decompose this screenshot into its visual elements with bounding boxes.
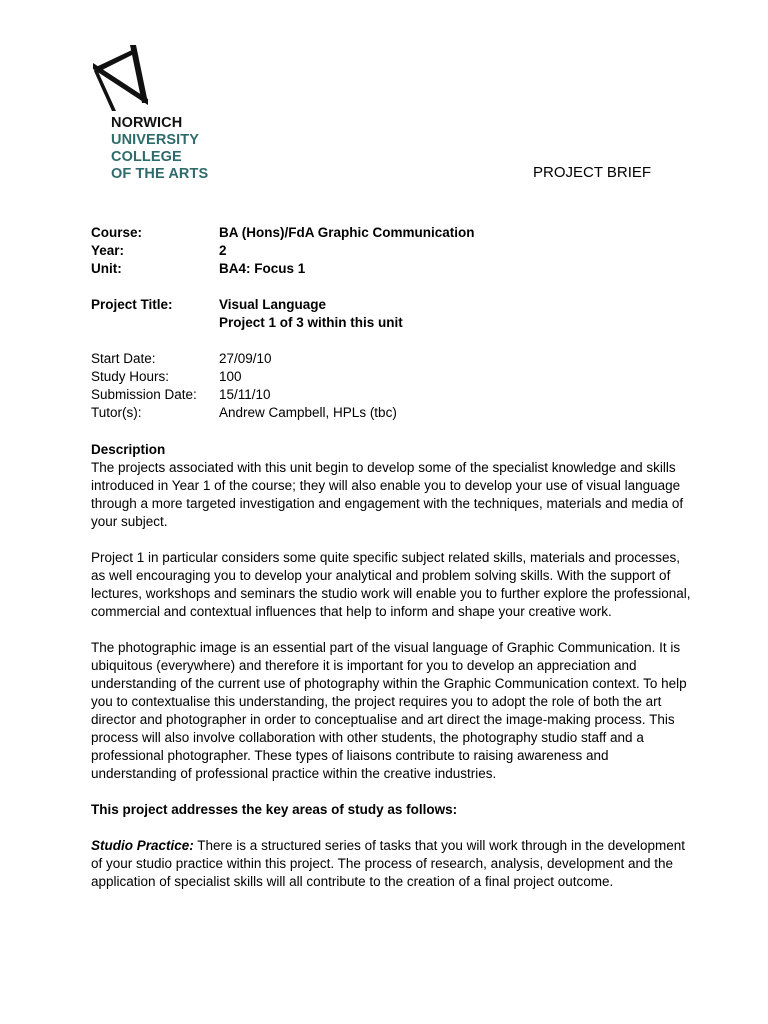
unit-label: Unit:	[91, 261, 122, 276]
year-row	[91, 242, 475, 260]
submission-date-value: 15/11/10	[219, 387, 271, 402]
logo-line-2: UNIVERSITY	[111, 132, 200, 148]
unit-value: BA4: Focus 1	[219, 261, 306, 276]
project-title-row	[91, 296, 403, 314]
submission-date-label: Submission Date:	[91, 387, 197, 402]
key-areas-heading: This project addresses the key areas of study as follows:	[91, 802, 458, 817]
description-paragraph-3: The photographic image is an essential part of the visual language of Graphic Communication. It is ubiquitous (everywhere) and therefore it is important for you to develop an appreciation and understanding of the current use of photography within the Graphic Communication context. To help you to contextualise this understanding, the project requires you to adopt the role of both the art director and photographer in order to conceptualise and art direct the image-making process. This process will also involve collaboration with other students, the photography studio staff and a professional photographer. These types of liaisons contribute to raising awareness and understanding of professional practice within the creative industries.	[91, 640, 687, 781]
course-info	[91, 224, 475, 278]
tutors-row	[91, 404, 397, 422]
brief-body	[91, 441, 691, 891]
logo-line-1: NORWICH	[111, 115, 183, 131]
schedule-info	[91, 350, 397, 422]
unit-row	[91, 260, 475, 278]
studio-practice-lead: Studio Practice:	[91, 838, 194, 853]
college-logo-text	[111, 115, 208, 183]
description-paragraph-2: Project 1 in particular considers some quite specific subject related skills, materials and processes, as well encouraging you to develop your analytical and problem solving skills. With the support of lectures, workshops and seminars the studio work will enable you to further explore the professional, commercial and contextual influences that help to inform and shape your creative work.	[91, 550, 691, 619]
project-info	[91, 296, 403, 332]
tutors-label: Tutor(s):	[91, 405, 142, 420]
project-title-label: Project Title:	[91, 297, 173, 312]
study-hours-row	[91, 368, 397, 386]
studio-practice-paragraph	[91, 837, 691, 891]
start-date-value: 27/09/10	[219, 351, 272, 366]
study-hours-value: 100	[219, 369, 242, 384]
n-letter-icon	[90, 45, 152, 111]
logo-line-3: COLLEGE	[111, 149, 182, 165]
description-paragraph-1: The projects associated with this unit begin to develop some of the specialist knowledge and skills introduced in Year 1 of the course; they will also enable you to develop your use of visual language through a more targeted investigation and engagement with the techniques, materials and media of your subject.	[91, 460, 684, 529]
tutors-value: Andrew Campbell, HPLs (tbc)	[219, 405, 397, 420]
description-heading: Description	[91, 442, 166, 457]
course-row	[91, 224, 475, 242]
submission-date-row	[91, 386, 397, 404]
course-value: BA (Hons)/FdA Graphic Communication	[219, 225, 475, 240]
start-date-row	[91, 350, 397, 368]
study-hours-label: Study Hours:	[91, 369, 170, 384]
logo-line-4: OF THE ARTS	[111, 166, 209, 182]
year-value: 2	[219, 243, 227, 258]
start-date-label: Start Date:	[91, 351, 156, 366]
course-label: Course:	[91, 225, 143, 240]
project-title-value: Visual Language	[219, 297, 327, 312]
document-title: PROJECT BRIEF	[533, 164, 652, 181]
project-subtitle-row	[91, 314, 403, 332]
year-label: Year:	[91, 243, 125, 258]
project-subtitle-value: Project 1 of 3 within this unit	[219, 315, 403, 330]
studio-practice-text: There is a structured series of tasks that you will work through in the development of your studio practice within this project. The process of research, analysis, development and the application of specialist skills will all contribute to the creation of a final project outcome.	[91, 838, 686, 889]
